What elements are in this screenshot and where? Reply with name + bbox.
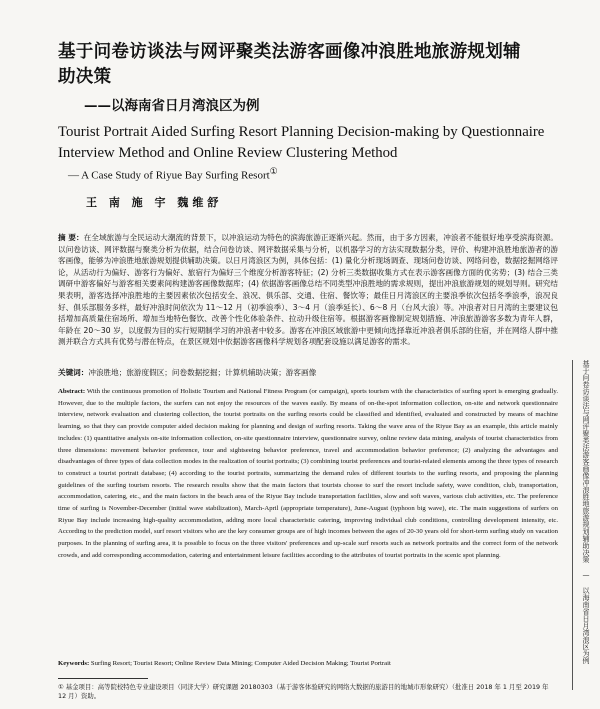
chinese-subtitle: ——以海南省日月湾浪区为例	[84, 98, 260, 114]
english-title: Tourist Portrait Aided Surfing Resort Planning Decision-making by Questionnaire Interview Method and Online Review Clustering Method	[58, 124, 545, 161]
english-abstract	[58, 386, 558, 562]
funding-footnote: ① 基金项目：高等院校特色专业建设项目（同济大学）研究课题 20180303（基于游客体验研究的网络大数据的旅游目的地城市形象研究）（批准日 2018 年 1 月至 2019 年 12 月）资助。	[58, 683, 549, 700]
chinese-abstract-label: 摘 要：	[58, 233, 84, 242]
english-abstract-label: Abstract:	[58, 388, 86, 395]
chinese-keywords	[58, 367, 558, 378]
english-abstract-text: With the continuous promotion of Holistic Tourism and National Fitness Program (or campaign), sports tourism with the characteristics of surfing sport is emerging gradually. However, due to the multiple factors, the surfers can not enjoy the resources of the waves easily. By means of on-the-spot information collection, on-site and network questionnaire interview, network evaluation and clustering collection, the tourist portraits on the surfing resorts could be classified and identified, evaluated and constructed by means of machine learning, so that they can provide computer aided decision making for planning and design of surfing resorts. Taking the wave area of the Riyue Bay as an example, this article mainly includes: (1) quantitative analysis on-site information collection, on-site questionnaire interview, questionnaire survey, online review data mining, analysis of tourist characteristics from three dimensions: movement behavior preference, tour and sightseeing behavior preference, travel and accommodation behavior preference; (2) analyzing the advantages and disadvantages of three types of data collection modes in the realization of tourist portraits; (3) combining tourist preferences and tourist-related elements among the three types of research to construct a tourist portrait database; (4) according to the tourist portraits, summarizing the demand rules of different tourists to the surfing resorts, and proposing the planning guidelines of the surfing tourism resorts. The research results show that the main factors that tourists choose to surf the resort include safety, wave condition, club, transportation, accommodation, catering, etc., and the main factors in the beach area of the Riyue Bay include transportation facilities, slow and soft waves, various club activities, etc. The preference time of surfing is November-December (initial wave stabilization), March-April (appropriate temperature), June-August (typhoon big wave), etc. The main suggestions of surfers on Riyue Bay include increasing high-quality accommodation, adding more local characteristic catering, improving individual club conditions, controlling development intensity, etc. According to the prediction model, surf resort visitors who are the key consumer groups are of high incomes between the ages of 20-30 years old for short-term surfing study on vacation purposes. In the planning of surfing area, it is possible to focus on the three visitors' preferences and up-scale surf resorts such as network portraits and the correct form of the network crowds, and add corresponding accommodation, catering and entertainment leisure facilities according to the attributes of tourist portraits in the scenic spot planning.	[58, 388, 558, 559]
chinese-keywords-text: 冲浪胜地；旅游度假区；问卷数据挖掘；计算机辅助决策；游客画像	[88, 368, 317, 377]
english-keywords-label: Keywords:	[58, 660, 90, 667]
side-header-divider	[572, 360, 573, 690]
running-side-header: 基于问卷访谈法与网评聚类法游客画像冲浪胜地旅游规划辅助决策 — 以海南省日月湾浪区为例	[582, 360, 590, 664]
chinese-title: 基于问卷访谈法与网评聚类法游客画像冲浪胜地旅游规划辅助决策	[58, 42, 521, 87]
chinese-abstract	[58, 232, 558, 348]
english-keywords-text: Surfing Resort; Tourist Resort; Online Review Data Mining; Computer Aided Decision Making; Tourist Portrait	[90, 660, 391, 667]
author-list: 王 南 施 宇 魏维舒	[86, 196, 223, 209]
chinese-abstract-text: 在全域旅游与全民运动大潮流的背景下，以冲浪运动为特色的滨海旅游正逐渐兴起。然而，由于多方因素，冲浪者不能很好地享受滨海资源。以问卷访谈、网评数据与聚类分析为依据，结合问卷访谈、网评数据采集与分析，以机器学习的方法实现数据分类，评价、构建冲浪胜地旅游者的游客画像，能够为冲浪胜地旅游规划提供辅助决策。以日月湾浪区为例，具体包括：(1) 量化分析现场调查、现场问卷访谈、网络问卷，数据挖掘网络评论，从活动行为偏好、游客行为偏好、旅宿行为偏好三个维度分析游客特征；(2) 分析三类数据收集方式在表示游客画像方面的优劣势；(3) 结合三类调研中游客偏好与游客相关要素间构建游客画像数据库；(4) 依据游客画像总结不同类型冲浪胜地的需求规则，提出冲浪旅游规划的规划导则。研究结果表明，游客选择冲浪胜地的主要因素依次包括安全、浪况、俱乐部、交通、住宿、餐饮等；最佳日月湾浪区的主要浪季依次包括冬季浪季，浪况良好、俱乐部服务多样，最好冲浪时间依次为 11～12 月（初季浪季）、3～4 月（浪季延长）、6～8 月（台风大浪）等。冲浪者对日月湾的主要建议包括增加高质量住宿场所、增加当地特色餐饮、改善个性化体验条件、拉动升级住宿等。根据游客画像制定规划措施、冲浪旅游游客多数为青年人群，年龄在 20～30 岁，以度假为目的实行短期制学习的冲浪者中较多。游客在冲浪区域旅游中更倾向选择靠近冲浪者俱乐部的住宿，并在网络人群中推测并联合方式具有优势与潜在特点，在景区规划中依据游客画像科学规划各项配套设施以满足游客的需求。	[58, 233, 558, 347]
footnote-divider	[58, 678, 148, 679]
english-subtitle: — A Case Study of Riyue Bay Surfing Resort①	[68, 166, 278, 182]
chinese-keywords-label: 关键词：	[58, 368, 89, 377]
english-subtitle-text: — A Case Study of Riyue Bay Surfing Resort	[68, 169, 270, 182]
english-keywords	[58, 660, 558, 667]
